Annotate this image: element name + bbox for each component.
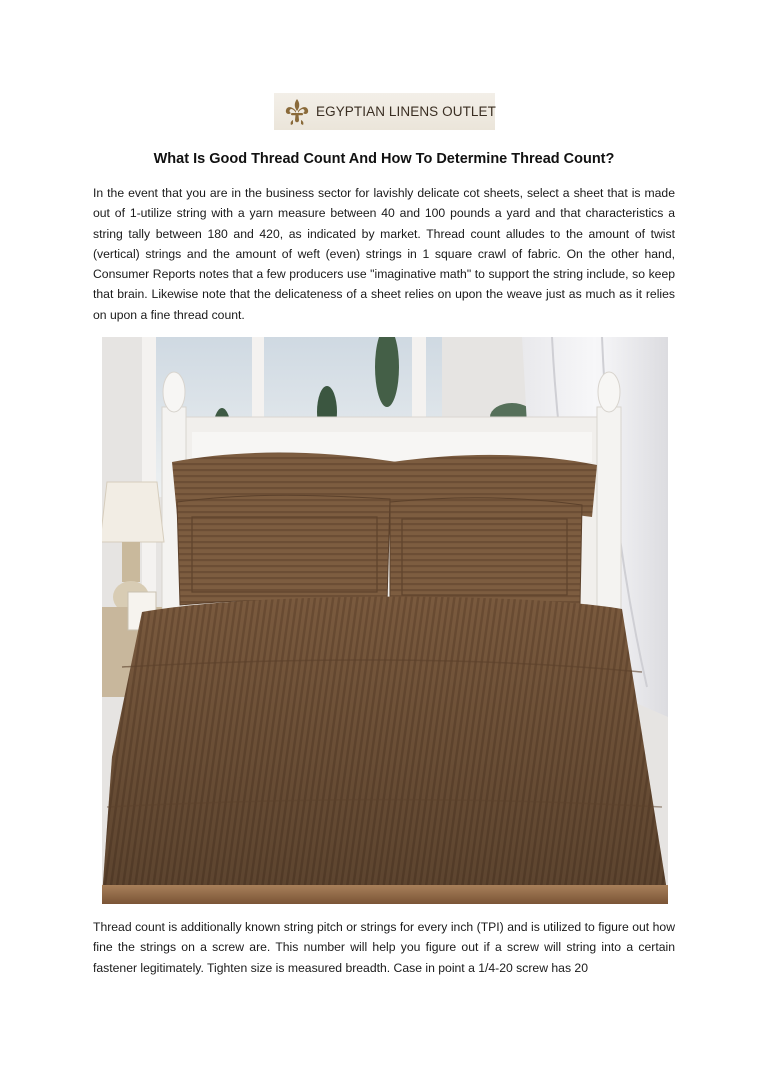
brand-logo	[274, 93, 495, 130]
fleur-de-lis-icon	[284, 98, 310, 126]
intro-paragraph: In the event that you are in the business sector for lavishly delicate cot sheets, select a sheet that is made out of 1-utilize string with a yarn measure between 40 and 100 pounds a yard and that characteristics a string tally between 180 and 420, as indicated by market. Thread count alludes to the amount of twist (vertical) strings and the amount of weft (even) strings in 1 square crawl of fabric. On the other hand, Consumer Reports notes that a few producers use "imaginative math" to support the string include, so keep that brain. Likewise note that the delicateness of a sheet relies on upon the weave just as much as it relies on upon a fine thread count.	[93, 186, 675, 322]
page-title: What Is Good Thread Count And How To Determine Thread Count?	[153, 151, 615, 167]
bedding-photo	[102, 337, 668, 904]
body-paragraph: Thread count is additionally known string pitch or strings for every inch (TPI) and is utilized to figure out how fine the strings on a screw are. This number will help you figure out if a screw will string into a certain fastener legitimately. Tighten size is measured breadth. Case in point a 1/4-20 screw has 20	[93, 920, 675, 975]
logo-text: EGYPTIAN LINENS OUTLET	[316, 104, 496, 119]
